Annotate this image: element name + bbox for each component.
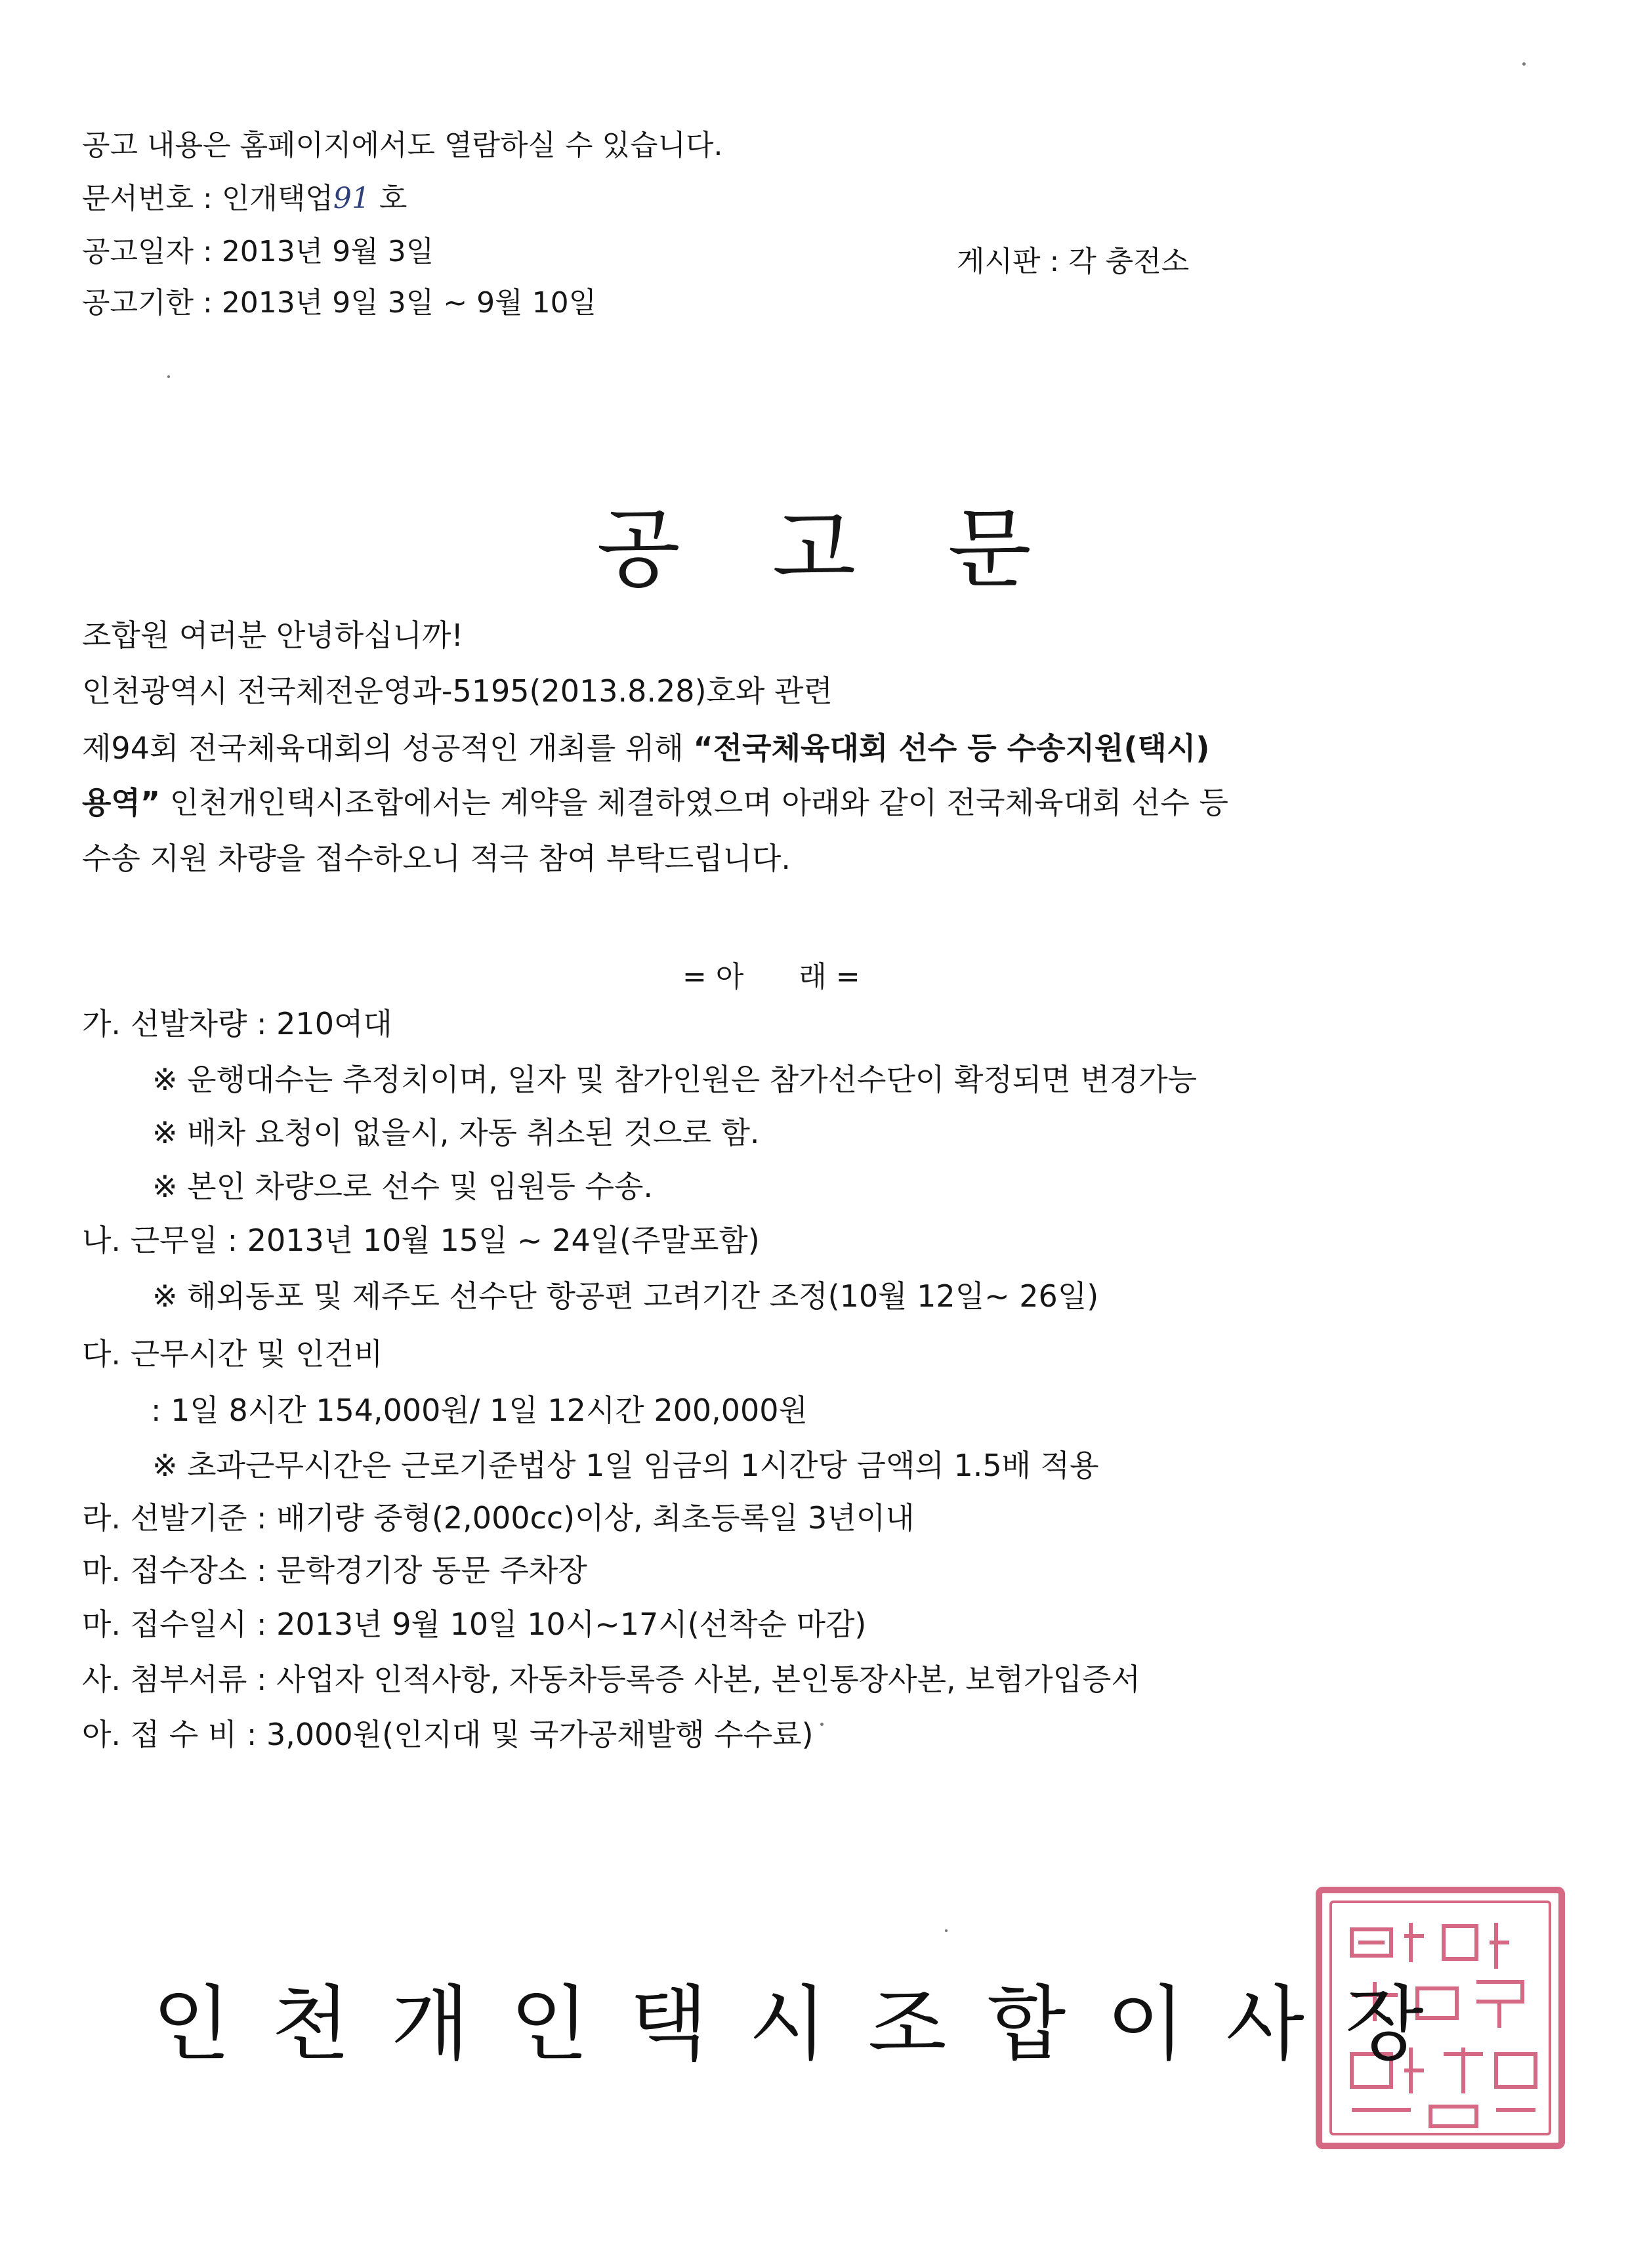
item-da-detail: : 1일 8시간 154,000원/ 1일 12시간 200,000원 (151, 1393, 808, 1428)
below-heading: = 아 래 = (682, 960, 860, 994)
item-sa: 사. 첨부서류 : 사업자 인적사항, 자동차등록증 사본, 본인통장사본, 보험가입증서 (82, 1662, 1140, 1697)
page-title: 공고문 (596, 499, 1123, 600)
item-na: 나. 근무일 : 2013년 10월 15일 ~ 24일(주말포함) (82, 1223, 760, 1258)
document-number-handwritten: 91 (333, 182, 370, 215)
item-ma-datetime: 마. 접수일시 : 2013년 9월 10일 10시~17시(선착순 마감) (82, 1606, 867, 1642)
item-na-note-1: ※ 해외동포 및 제주도 선수단 항공편 고려기간 조정(10월 12일~ 26일) (152, 1278, 1099, 1314)
scan-speck (820, 1723, 824, 1726)
notice-date: 공고일자 : 2013년 9월 3일 (82, 235, 434, 268)
item-ra: 라. 선발기준 : 배기량 중형(2,000cc)이상, 최초등록일 3년이내 (82, 1500, 915, 1536)
item-da-note-1: ※ 초과근무시간은 근로기준법상 1일 임금의 1시간당 금액의 1.5배 적용 (152, 1448, 1099, 1483)
scan-speck (1522, 62, 1526, 66)
item-da: 다. 근무시간 및 인건비 (82, 1336, 383, 1372)
document-number-label: 문서번호 : 인개택업 (82, 182, 333, 215)
scan-speck (945, 1929, 948, 1932)
item-ga-note-2: ※ 배차 요청이 없을시, 자동 취소된 것으로 함. (152, 1115, 760, 1150)
scan-speck (167, 375, 170, 378)
service-name-bold-end: 용역” (82, 785, 161, 820)
notice-period: 공고기한 : 2013년 9일 3일 ~ 9월 10일 (82, 286, 597, 320)
service-name-bold: “전국체육대회 선수 등 수송지원(택시) (693, 730, 1210, 766)
homepage-notice-line: 공고 내용은 홈페이지에서도 열람하실 수 있습니다. (82, 129, 723, 162)
item-ga: 가. 선발차량 : 210여대 (82, 1006, 392, 1041)
body-text: 인천개인택시조합에서는 계약을 체결하였으며 아래와 같이 전국체육대회 선수 등 (160, 785, 1228, 820)
bulletin-board: 게시판 : 각 충전소 (957, 245, 1190, 278)
signature-chairman: 인천개인택시조합이사장 (152, 1977, 1465, 2072)
item-a: 아. 접 수 비 : 3,000원(인지대 및 국가공채발행 수수료) (82, 1717, 814, 1752)
document-number-suffix: 호 (379, 182, 407, 215)
body-paragraph-line-2 (82, 785, 1228, 820)
body-paragraph-line-1 (82, 730, 1210, 766)
body-text: 제94회 전국체육대회의 성공적인 개최를 위해 (82, 730, 694, 766)
greeting-line: 조합원 여러분 안녕하십니까! (82, 618, 463, 653)
item-ga-note-1: ※ 운행대수는 추정치이며, 일자 및 참가인원은 참가선수단이 확정되면 변경가능 (152, 1062, 1198, 1097)
reference-line: 인천광역시 전국체전운영과-5195(2013.8.28)호와 관련 (82, 673, 833, 709)
item-ma-location: 마. 접수장소 : 문학경기장 동문 주차장 (82, 1553, 587, 1588)
document-number (82, 184, 407, 213)
item-ga-note-3: ※ 본인 차량으로 선수 및 임원등 수송. (152, 1169, 654, 1204)
body-paragraph-line-3: 수송 지원 차량을 접수하오니 적극 참여 부탁드립니다. (82, 841, 791, 876)
